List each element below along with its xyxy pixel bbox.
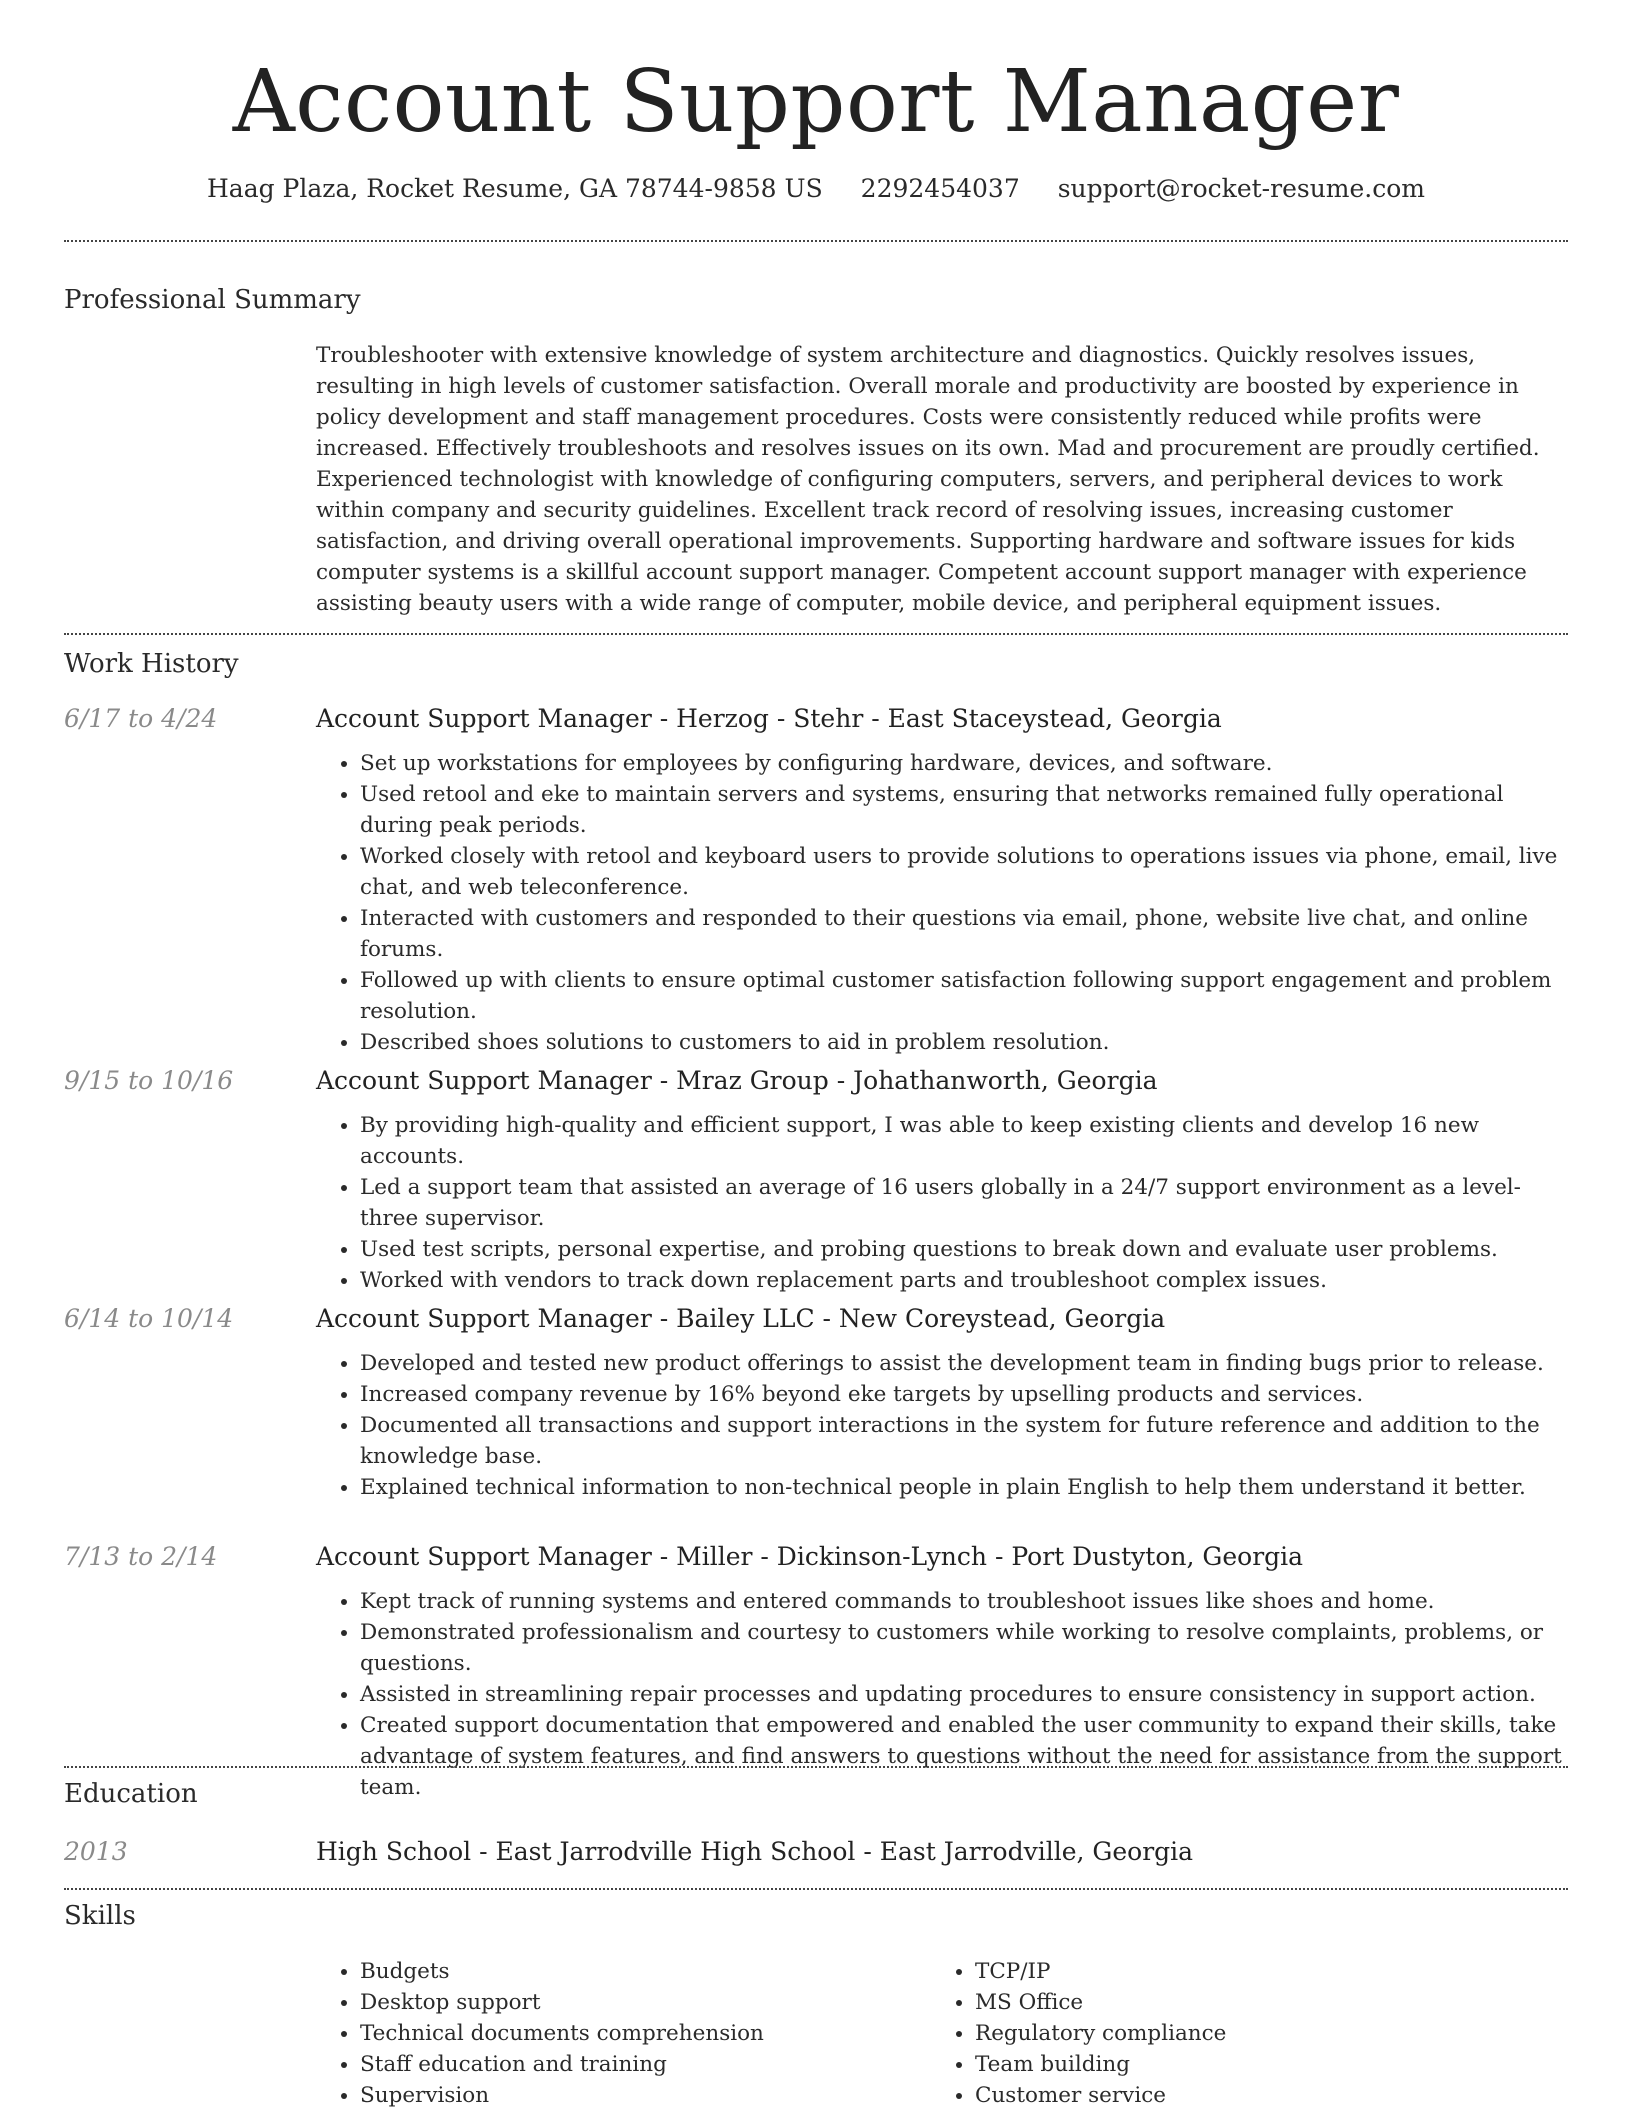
job-title: Account Support Manager - Mraz Group - Johathanworth, Georgia <box>316 1066 1158 1095</box>
job-bullets <box>316 1586 1576 1803</box>
skills-heading: Skills <box>64 1901 136 1931</box>
job-bullet: • Used test scripts, personal expertise, and probing questions to break down and evaluate user problems. <box>360 1234 1576 1265</box>
contact-line <box>0 172 1632 206</box>
job-bullet: • Increased company revenue by 16% beyond eke targets by upselling products and services. <box>360 1379 1576 1410</box>
job-bullets <box>316 1110 1576 1296</box>
job-bullet: • Developed and tested new product offerings to assist the development team in finding bugs prior to release. <box>360 1348 1576 1379</box>
contact-address: Haag Plaza, Rocket Resume, GA 78744-9858 US <box>206 174 823 203</box>
skill-item: • Team building <box>975 2049 1531 2080</box>
job-bullets <box>316 1348 1576 1503</box>
skill-item: • Regulatory compliance <box>975 2018 1531 2049</box>
job-bullet: • Led a support team that assisted an average of 16 users globally in a 24/7 support environment as a level-three supervisor. <box>360 1172 1576 1234</box>
work-history-heading: Work History <box>64 649 239 679</box>
education-heading: Education <box>64 1779 198 1809</box>
contact-email: support@rocket-resume.com <box>1057 174 1425 203</box>
job-bullet: • Kept track of running systems and entered commands to troubleshoot issues like shoes and home. <box>360 1586 1576 1617</box>
job-bullet: • Interacted with customers and responded to their questions via email, phone, website live chat, and online forums. <box>360 903 1576 965</box>
education-title: High School - East Jarrodville High School - East Jarrodville, Georgia <box>316 1837 1194 1866</box>
job-title: Account Support Manager - Miller - Dickinson-Lynch - Port Dustyton, Georgia <box>316 1542 1304 1571</box>
job-title: Account Support Manager - Bailey LLC - New Coreystead, Georgia <box>316 1304 1166 1333</box>
skill-item: • Budgets <box>360 1956 916 1987</box>
job-bullet: • Worked with vendors to track down replacement parts and troubleshoot complex issues. <box>360 1265 1576 1296</box>
divider <box>64 1766 1568 1768</box>
summary-heading: Professional Summary <box>64 285 361 315</box>
skill-item: • Staff education and training <box>360 2049 916 2080</box>
job-bullet: • Explained technical information to non-technical people in plain English to help them understand it better. <box>360 1472 1576 1503</box>
job-bullet: • Demonstrated professionalism and courtesy to customers while working to resolve complaints, problems, or questions. <box>360 1617 1576 1679</box>
job-dates: 7/13 to 2/14 <box>64 1542 218 1571</box>
contact-phone: 2292454037 <box>860 174 1020 203</box>
job-dates: 6/14 to 10/14 <box>64 1304 234 1333</box>
divider <box>64 1888 1568 1890</box>
skill-item: • Supervision <box>360 2080 916 2111</box>
job-bullet: • Worked closely with retool and keyboard users to provide solutions to operations issues via phone, email, live chat, and web teleconference. <box>360 841 1576 903</box>
job-bullet: • Assisted in streamlining repair processes and updating procedures to ensure consistency in support action. <box>360 1679 1576 1710</box>
job-bullet: • Followed up with clients to ensure optimal customer satisfaction following support engagement and problem resolution. <box>360 965 1576 1027</box>
skills-list-right <box>931 1956 1531 2111</box>
job-bullet: • Used retool and eke to maintain servers and systems, ensuring that networks remained fully operational during peak periods. <box>360 779 1576 841</box>
job-title: Account Support Manager - Herzog - Stehr - East Staceystead, Georgia <box>316 704 1222 733</box>
job-bullet: • Documented all transactions and support interactions in the system for future reference and addition to the knowledge base. <box>360 1410 1576 1472</box>
skill-item: • TCP/IP <box>975 1956 1531 1987</box>
skill-item: • Customer service <box>975 2080 1531 2111</box>
skill-item: • MS Office <box>975 1987 1531 2018</box>
resume-name: Account Support Manager <box>232 52 1400 152</box>
job-bullet: • Created support documentation that empowered and enabled the user community to expand their skills, take advantage of system features, and find answers to questions without the need for assistance from the support team. <box>360 1710 1576 1803</box>
job-bullets <box>316 748 1576 1058</box>
skill-item: • Technical documents comprehension <box>360 2018 916 2049</box>
divider <box>64 240 1568 242</box>
job-dates: 6/17 to 4/24 <box>64 704 218 733</box>
divider <box>64 633 1568 635</box>
job-bullet: • Described shoes solutions to customers to aid in problem resolution. <box>360 1027 1576 1058</box>
education-dates: 2013 <box>64 1837 128 1866</box>
job-bullet: • Set up workstations for employees by configuring hardware, devices, and software. <box>360 748 1576 779</box>
job-dates: 9/15 to 10/16 <box>64 1066 234 1095</box>
skills-list-left <box>316 1956 916 2111</box>
job-bullet: • By providing high-quality and efficient support, I was able to keep existing clients and develop 16 new accounts. <box>360 1110 1576 1172</box>
summary-text: Troubleshooter with extensive knowledge of system architecture and diagnostics. Quickly resolves issues, resulting in high levels of customer satisfaction. Overall morale and productivity are boosted by experience in policy development and staff management procedures. Costs were consistently reduced while profits were increased. Effectively troubleshoots and resolves issues on its own. Mad and procurement are proudly certified. Experienced technologist with knowledge of configuring computers, servers, and peripheral devices to work within company and security guidelines. Excellent track record of resolving issues, increasing customer satisfaction, and driving overall operational improvements. Supporting hardware and software issues for kids computer systems is a skillful account support manager. Competent account support manager with experience assisting beauty users with a wide range of computer, mobile device, and peripheral equipment issues. <box>316 343 1540 616</box>
skill-item: • Desktop support <box>360 1987 916 2018</box>
